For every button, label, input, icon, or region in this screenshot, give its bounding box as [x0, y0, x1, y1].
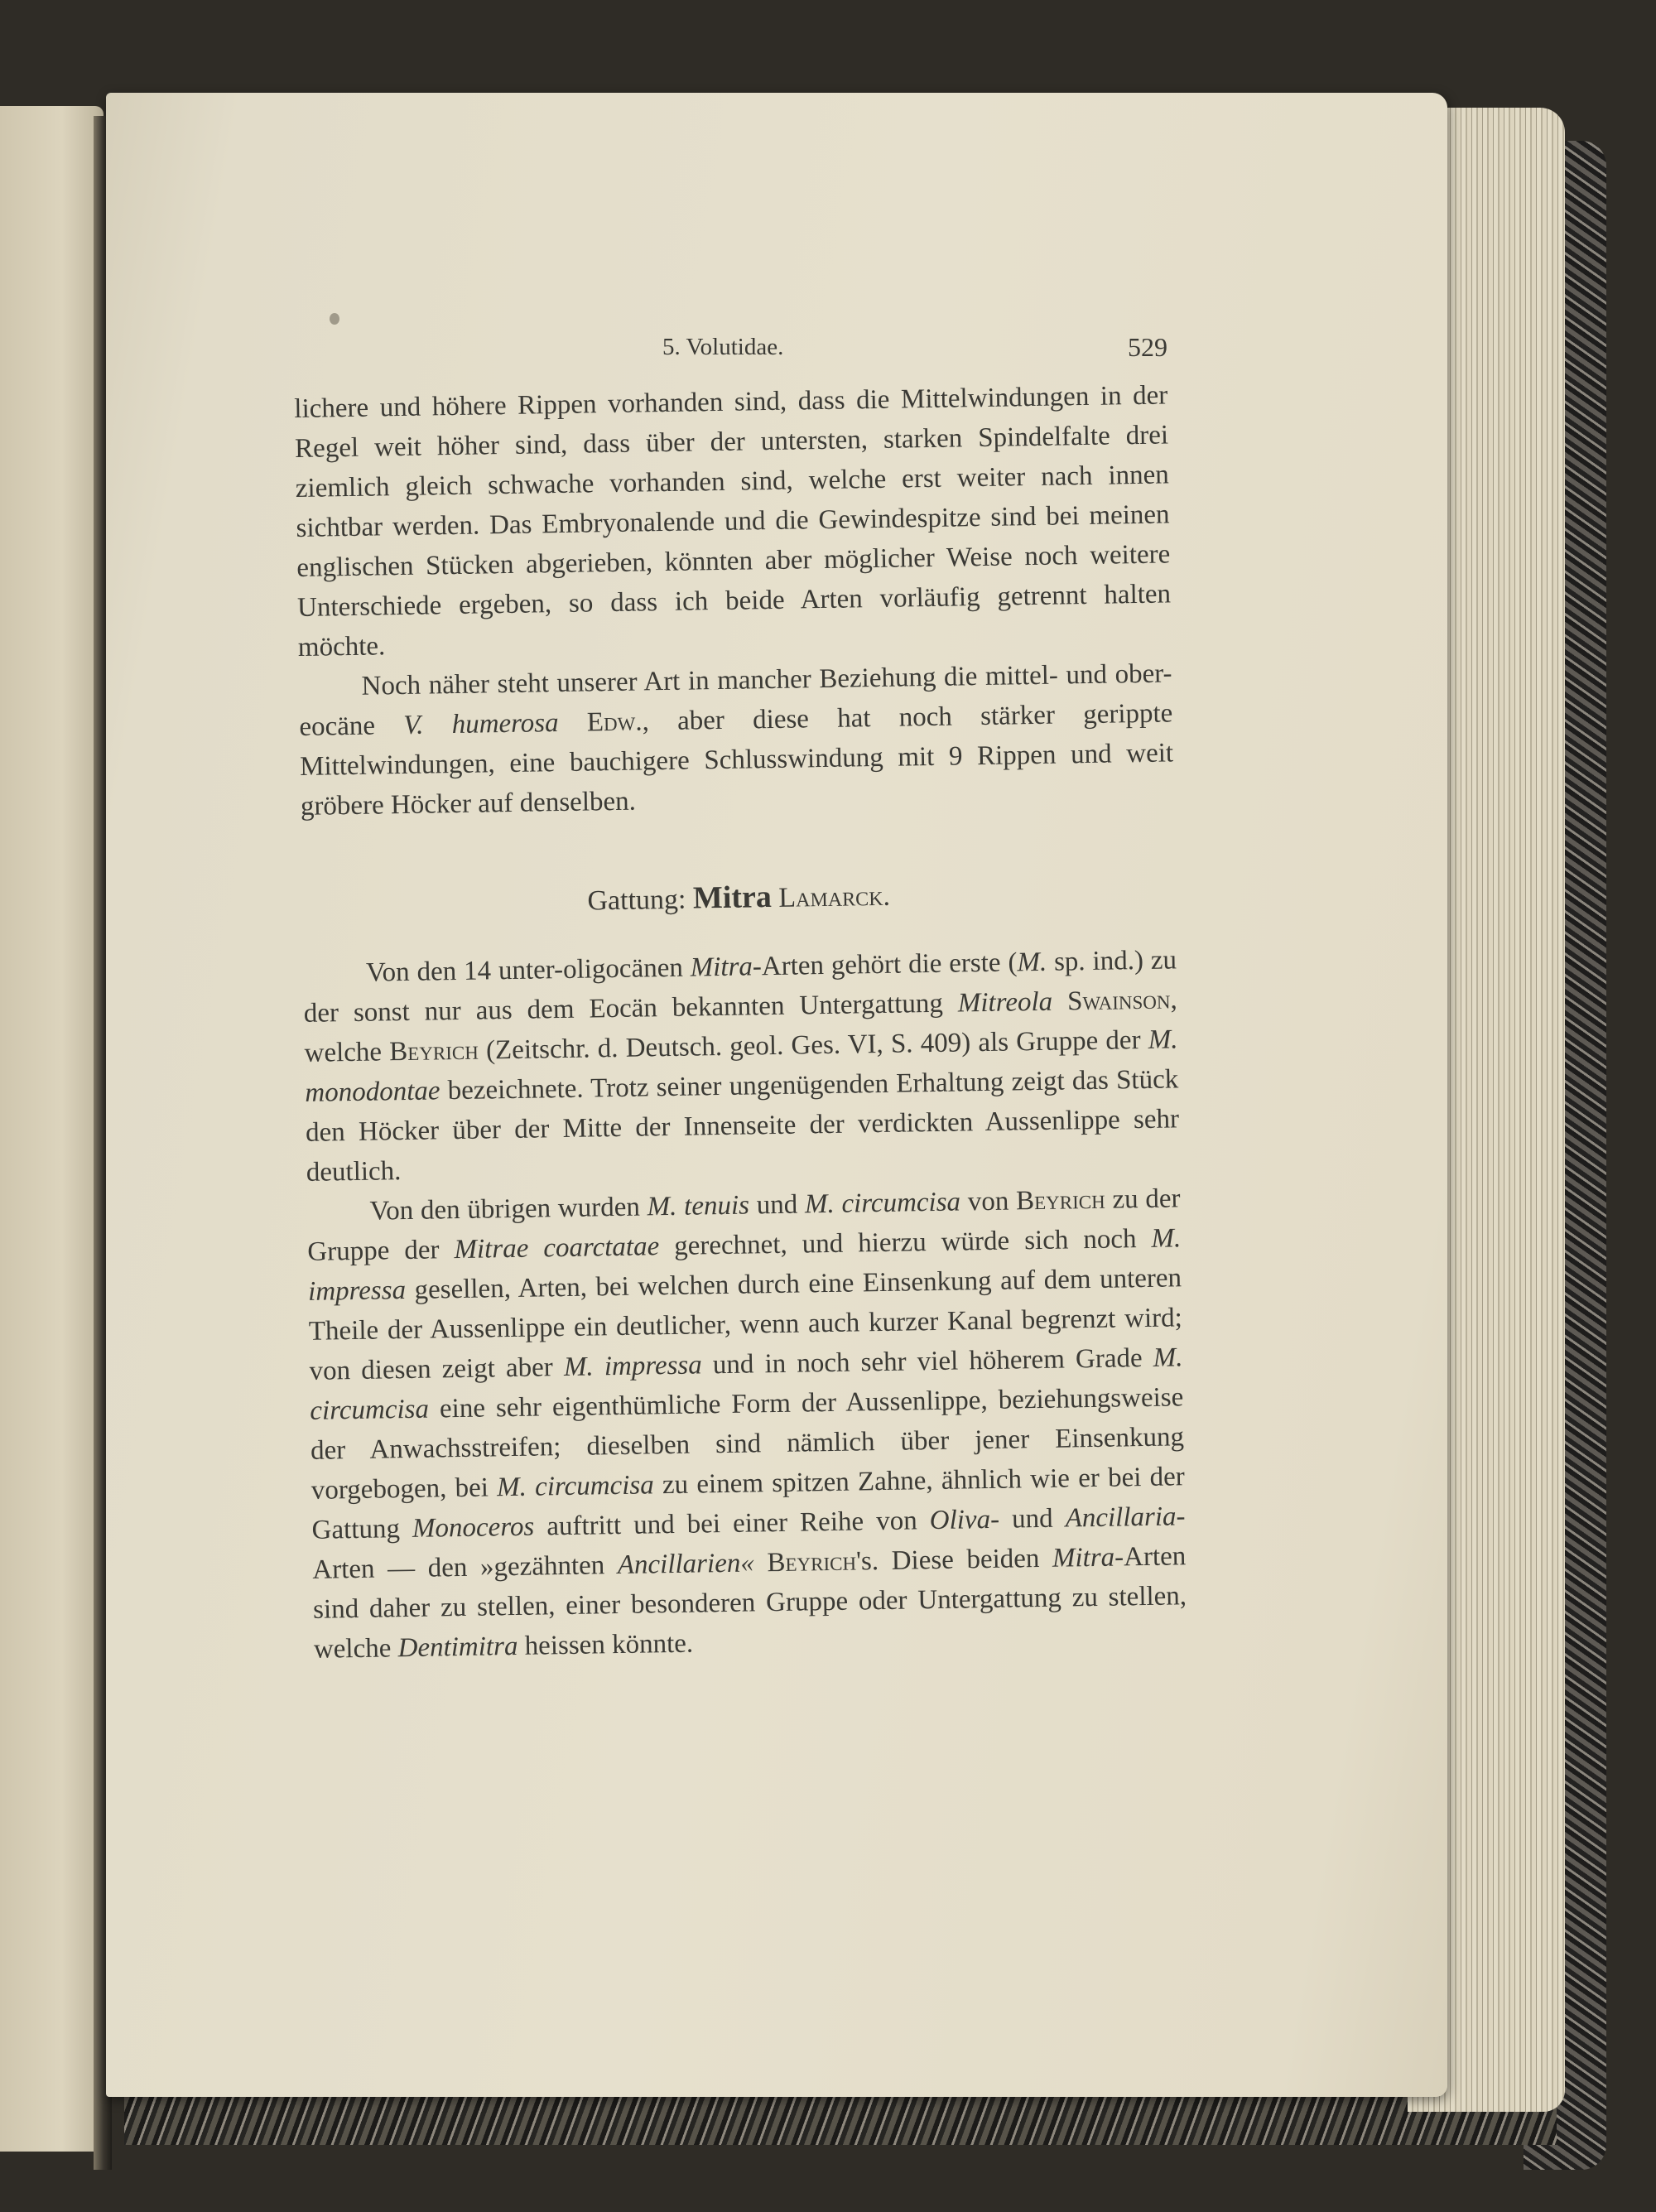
group-name: Ancillarien« [617, 1548, 755, 1581]
genus-ref: Mitra [690, 952, 753, 983]
text-run: bezeichnete. Trotz seiner ungenügenden Erhaltung zeigt das Stück den Höcker über der Mitte der Innenseite der verdickten Aussenlippe sehr deutlich. [305, 1064, 1180, 1188]
species-name: V. humerosa [402, 708, 559, 740]
paragraph-2 [298, 653, 1174, 826]
text-run: Von den übrigen wurden [369, 1192, 647, 1226]
text-run: , welche [304, 985, 1177, 1068]
text-run: Noch näher steht unserer Art in mancher Beziehung die mittel- und ober-eocäne [299, 658, 1172, 742]
genus-heading-label: Gattung: [587, 884, 686, 917]
text-run: - und [989, 1503, 1066, 1535]
species-name: M. impressa [563, 1350, 703, 1383]
text-run: Von den 14 unter-oligocänen [365, 952, 691, 988]
genus-ref: Mitra [1052, 1542, 1115, 1573]
author-name: Beyrich [1015, 1184, 1105, 1217]
text-run: -Arten — den »gezähnten [312, 1501, 1186, 1585]
subgenus-name: Mitreola [957, 986, 1053, 1019]
running-header-title: 5. Volutidae. [662, 334, 784, 360]
text-run: 's. Diese beiden [855, 1543, 1053, 1577]
species-name: M. circumcisa [496, 1470, 654, 1503]
author-name: Beyrich [767, 1546, 857, 1578]
text-run: und in noch sehr viel höherem Grade [701, 1342, 1154, 1381]
text-run: -Arten sind daher zu stellen, einer besonderen Gruppe oder Untergattung zu stellen, welche [312, 1541, 1187, 1665]
text-run: von [960, 1186, 1017, 1217]
text-run: , aber diese hat noch stärker gerippte Mittelwindungen, eine bauchigere Schlusswindung mit 9 Rippen und weit gröbere Höcker auf denselben. [299, 698, 1174, 822]
page-number: 529 [1128, 332, 1167, 362]
species-name: M. circumcisa [804, 1187, 961, 1220]
species-name: M. monodontae [305, 1024, 1178, 1108]
text-run: zu einem spitzen Zahne, ähnlich wie er bei der Gattung [311, 1462, 1186, 1545]
text-run: (Zeitschr. d. Deutsch. geol. Ges. VI, S. 409) als Gruppe der [478, 1024, 1149, 1066]
genus-ref: Monoceros [412, 1511, 535, 1544]
text-run: gesellen, Arten, bei welchen durch eine Einsenkung auf dem unteren Theile der Aussenlippe ein deutlicher, wenn auch kurzer Kanal begrenzt wird; von diesen zeigt aber [308, 1263, 1183, 1386]
text-run: zu der Gruppe der [307, 1183, 1181, 1267]
genus-ref: Ancillaria [1065, 1501, 1177, 1534]
genus-ref: M. [1017, 947, 1047, 978]
paragraph-3 [303, 940, 1180, 1193]
text-run: gerechnet, und hierzu würde sich noch [658, 1223, 1152, 1262]
text-run: und [749, 1189, 806, 1221]
text-run: auftritt und bei einer Reihe von [533, 1506, 931, 1542]
book-cover-bottom [124, 2095, 1557, 2145]
left-page [0, 106, 104, 2152]
paragraph-4 [306, 1178, 1187, 1670]
text-run: heissen könnte. [518, 1628, 694, 1661]
paragraph-1: lichere und höhere Rippen vorhanden sind, dass die Mittelwindungen in der Regel weit höher sind, dass über der untersten, starken Spindelfalte drei ziemlich gleich schwache vorhanden sind, welche erst weiter nach innen sichtbar werden. Das Embryonalende und die Gewindespitze sind bei meinen englischen Stücken abgerieben, könnten aber möglicher Weise noch weitere Unterschiede ergeben, so dass ich beide Arten vorläufig getrennt halten möchte. [294, 380, 1172, 663]
text-run: sp. ind.) zu der sonst nur aus dem Eocän bekannten Untergattung [303, 945, 1177, 1029]
subgenus-name: Dentimitra [397, 1631, 518, 1664]
author-name: Swainson [1066, 985, 1171, 1017]
genus-author: Lamarck. [778, 880, 891, 913]
text-run: -Arten gehört die erste ( [752, 947, 1018, 982]
author-name: Beyrich [388, 1035, 479, 1067]
paper-spot [330, 313, 339, 325]
species-name: M. impressa [307, 1223, 1182, 1307]
species-group: Mitrae coarctatae [454, 1231, 660, 1265]
genus-name: Mitra [692, 879, 773, 916]
body-text [294, 375, 1187, 1669]
genus-ref: Oliva [929, 1504, 991, 1536]
author-name: Edw. [586, 706, 643, 738]
running-header [662, 334, 1167, 367]
species-name: M. tenuis [647, 1190, 750, 1222]
species-name: M. circumcisa [310, 1342, 1183, 1426]
text-run: eine sehr eigenthümliche Form der Aussenlippe, beziehungsweise der Anwachsstreifen; dieselben sind nämlich über jener Einsenkung vorgebogen, bei [310, 1382, 1185, 1506]
